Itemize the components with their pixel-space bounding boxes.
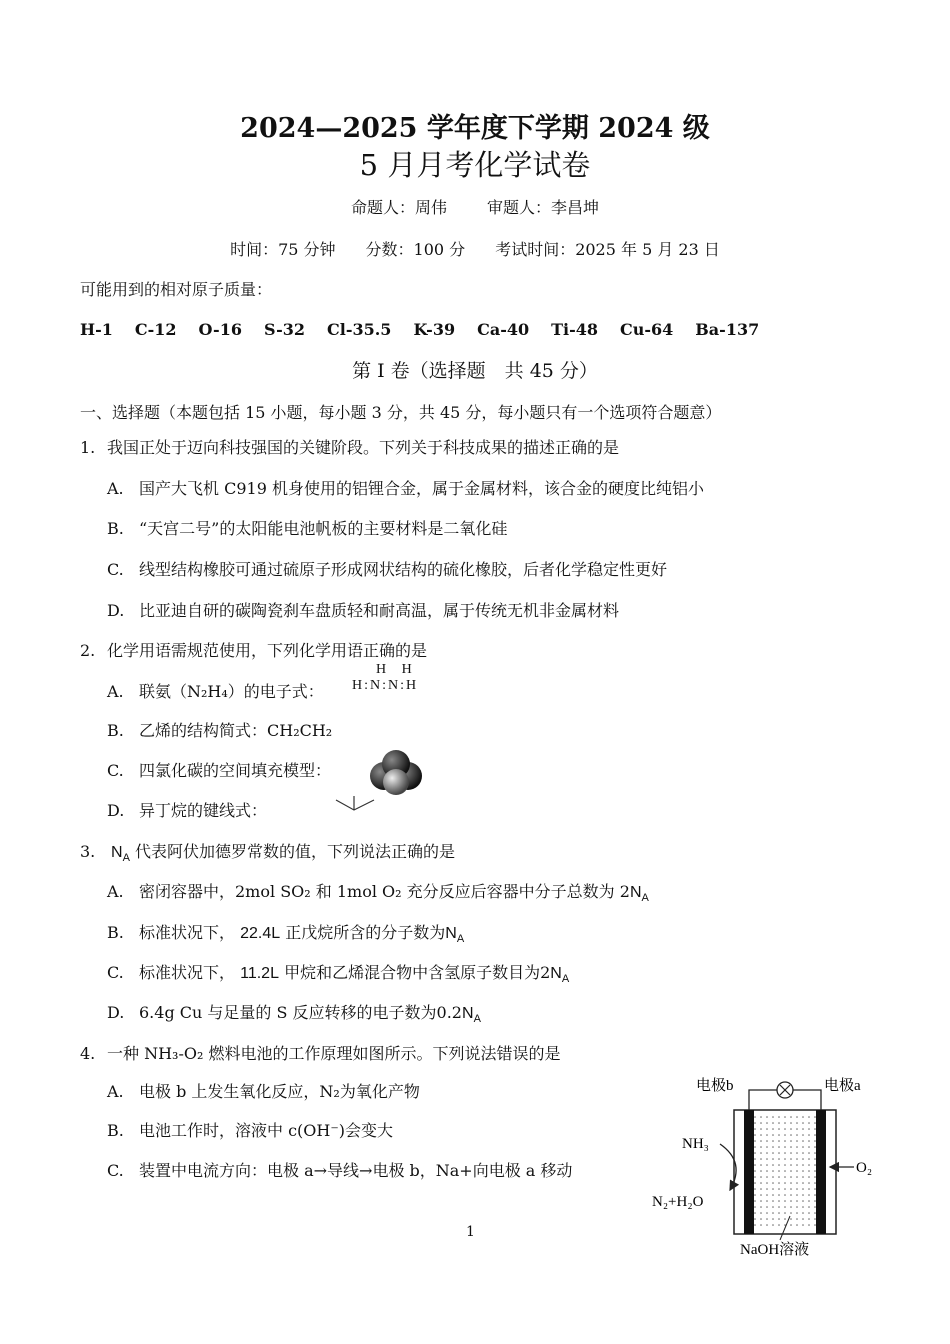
mass-item: H-1 xyxy=(80,320,113,339)
option-label: A. xyxy=(107,682,124,701)
question-3 xyxy=(80,839,455,864)
question-number: 2. xyxy=(80,641,96,660)
mass-item: K-39 xyxy=(413,320,456,339)
option-text: 装置中电流方向：电极 a→导线→电极 b，Na+向电极 a 移动 xyxy=(139,1161,573,1180)
section-title: 第 Ⅰ 卷（选择题 共 45 分） xyxy=(352,360,598,382)
option-prefix: 标准状况下， xyxy=(139,963,236,982)
option-text: 密闭容器中，2mol SO₂ 和 1mol O₂ 充分反应后容器中分子总数为 2 xyxy=(139,882,630,901)
q2-option-a xyxy=(107,679,324,702)
page-number: 1 xyxy=(466,1224,475,1240)
q1-option-b xyxy=(107,516,507,539)
fuel-cell-diagram xyxy=(650,1066,890,1262)
label-products: N₂+H₂O xyxy=(652,1194,704,1210)
electrode-a xyxy=(816,1110,826,1234)
q3-option-d xyxy=(107,1000,481,1025)
question-stem: 代表阿伏加德罗常数的值，下列说法正确的是 xyxy=(135,842,456,861)
lewis-structure xyxy=(352,662,418,694)
question-1 xyxy=(80,435,619,458)
option-text: 四氯化碳的空间填充模型： xyxy=(139,761,332,780)
mass-item: C-12 xyxy=(134,320,177,339)
option-text: 联氨（N₂H₄）的电子式： xyxy=(139,682,324,701)
option-label: B. xyxy=(107,1121,124,1140)
option-label: C. xyxy=(107,560,124,579)
option-text: 比亚迪自研的碳陶瓷刹车盘质轻和耐高温，属于传统无机非金属材料 xyxy=(139,601,620,620)
ccl4-space-filling-model xyxy=(368,746,424,798)
q3-option-b xyxy=(107,920,464,945)
lewis-top-h: H H xyxy=(376,662,418,677)
q3-option-c xyxy=(107,960,569,985)
mass-item: Cu-64 xyxy=(620,320,674,339)
option-text: 乙烯的结构简式：CH₂CH₂ xyxy=(139,721,333,740)
option-label: D. xyxy=(107,601,125,620)
exam-title-line1: 2024—2025 学年度下学期 2024 级 xyxy=(240,113,710,144)
q4-option-b xyxy=(107,1118,393,1141)
question-stem: 一种 NH₃-O₂ 燃料电池的工作原理如图所示。下列说法错误的是 xyxy=(107,1044,561,1063)
option-label: A. xyxy=(107,479,124,498)
option-label: C. xyxy=(107,1161,124,1180)
mass-item: Ba-137 xyxy=(695,320,760,339)
exam-title-line2: 5 月月考化学试卷 xyxy=(359,148,591,182)
question-number: 3. xyxy=(80,842,96,861)
wire-right xyxy=(793,1090,821,1110)
na-symbol: $N_A$ xyxy=(550,965,570,986)
option-label: C. xyxy=(107,963,124,982)
question-number: 1. xyxy=(80,438,96,457)
option-label: A. xyxy=(107,882,124,901)
question-2 xyxy=(80,638,427,661)
option-text: 国产大飞机 C919 机身使用的铝锂合金，属于金属材料，该合金的硬度比纯铝小 xyxy=(139,479,704,498)
option-text: 正戊烷所含的分子数为 xyxy=(285,923,446,942)
exam-score: 分数：100 分 xyxy=(365,240,466,259)
volume-value: 22.4L xyxy=(240,925,281,942)
exam-info-line xyxy=(0,237,950,260)
option-label: D. xyxy=(107,801,125,820)
q4-option-a xyxy=(107,1079,420,1102)
na-symbol: $N_A$ xyxy=(629,884,649,905)
q4-option-c xyxy=(107,1158,572,1181)
option-label: C. xyxy=(107,761,124,780)
mass-item: Ca-40 xyxy=(477,320,530,339)
option-label: D. xyxy=(107,1003,125,1022)
option-text: 电池工作时，溶液中 c(OH⁻)会变大 xyxy=(139,1121,394,1140)
label-electrode-b: 电极b xyxy=(696,1078,734,1094)
q1-option-c xyxy=(107,557,667,580)
question-number: 4. xyxy=(80,1044,96,1063)
option-text: 甲烷和乙烯混合物中含氢原子数目为2 xyxy=(284,963,551,982)
atomic-masses xyxy=(80,320,781,339)
wire-left xyxy=(749,1090,777,1110)
option-text: 异丁烷的键线式： xyxy=(139,801,268,820)
reviewer: 审题人：李昌坤 xyxy=(487,198,600,217)
q2-option-b xyxy=(107,718,332,741)
option-label: B. xyxy=(107,923,124,942)
mass-item: S-32 xyxy=(263,320,306,339)
label-nh3: NH₃ xyxy=(682,1136,709,1152)
option-text: “天宫二号”的太阳能电池帆板的主要材料是二氧化硅 xyxy=(139,519,508,538)
q1-option-a xyxy=(107,476,704,499)
label-o2: O₂ xyxy=(856,1160,873,1176)
question-stem: 我国正处于迈向科技强国的关键阶段。下列关于科技成果的描述正确的是 xyxy=(107,438,620,457)
masses-label: 可能用到的相对原子质量： xyxy=(80,280,273,299)
q2-option-c xyxy=(107,758,331,781)
label-naoh: NaOH溶液 xyxy=(740,1242,810,1258)
lewis-main: H:N:N:H xyxy=(352,678,419,693)
option-text: 6.4g Cu 与足量的 S 反应转移的电子数为0.2 xyxy=(139,1003,462,1022)
authors-line xyxy=(0,195,950,218)
option-label: A. xyxy=(107,1082,124,1101)
option-label: B. xyxy=(107,721,124,740)
option-prefix: 标准状况下， xyxy=(139,923,236,942)
exam-date: 考试时间：2025 年 5 月 23 日 xyxy=(495,240,720,259)
volume-value: 11.2L xyxy=(240,965,279,982)
mass-item: O-16 xyxy=(198,320,242,339)
q2-option-d xyxy=(107,798,267,821)
q3-option-a xyxy=(107,879,649,904)
lamp-icon xyxy=(777,1082,793,1098)
option-text: 线型结构橡胶可通过硫原子形成网状结构的硫化橡胶，后者化学稳定性更好 xyxy=(139,560,668,579)
na-symbol: $N_A$ xyxy=(445,925,465,946)
label-electrode-a: 电极a xyxy=(824,1078,861,1094)
exam-time: 时间：75 分钟 xyxy=(230,240,336,259)
na-symbol: $N_A$ xyxy=(462,1005,481,1026)
option-text: 电极 b 上发生氧化反应，N₂为氧化产物 xyxy=(139,1082,420,1101)
section-intro: 一、选择题（本题包括 15 小题，每小题 3 分，共 45 分，每小题只有一个选项符合题意） xyxy=(80,403,722,422)
naoh-solution xyxy=(754,1116,816,1226)
author: 命题人：周伟 xyxy=(350,198,447,217)
mass-item: Ti-48 xyxy=(551,320,598,339)
q1-option-d xyxy=(107,598,619,621)
option-label: B. xyxy=(107,519,124,538)
electrode-b xyxy=(744,1110,754,1234)
mass-item: Cl-35.5 xyxy=(327,320,392,339)
isobutane-skeletal-formula xyxy=(334,794,384,816)
na-symbol: $N_A$ xyxy=(111,844,130,865)
question-stem: 化学用语需规范使用，下列化学用语正确的是 xyxy=(107,641,428,660)
question-4 xyxy=(80,1041,560,1064)
